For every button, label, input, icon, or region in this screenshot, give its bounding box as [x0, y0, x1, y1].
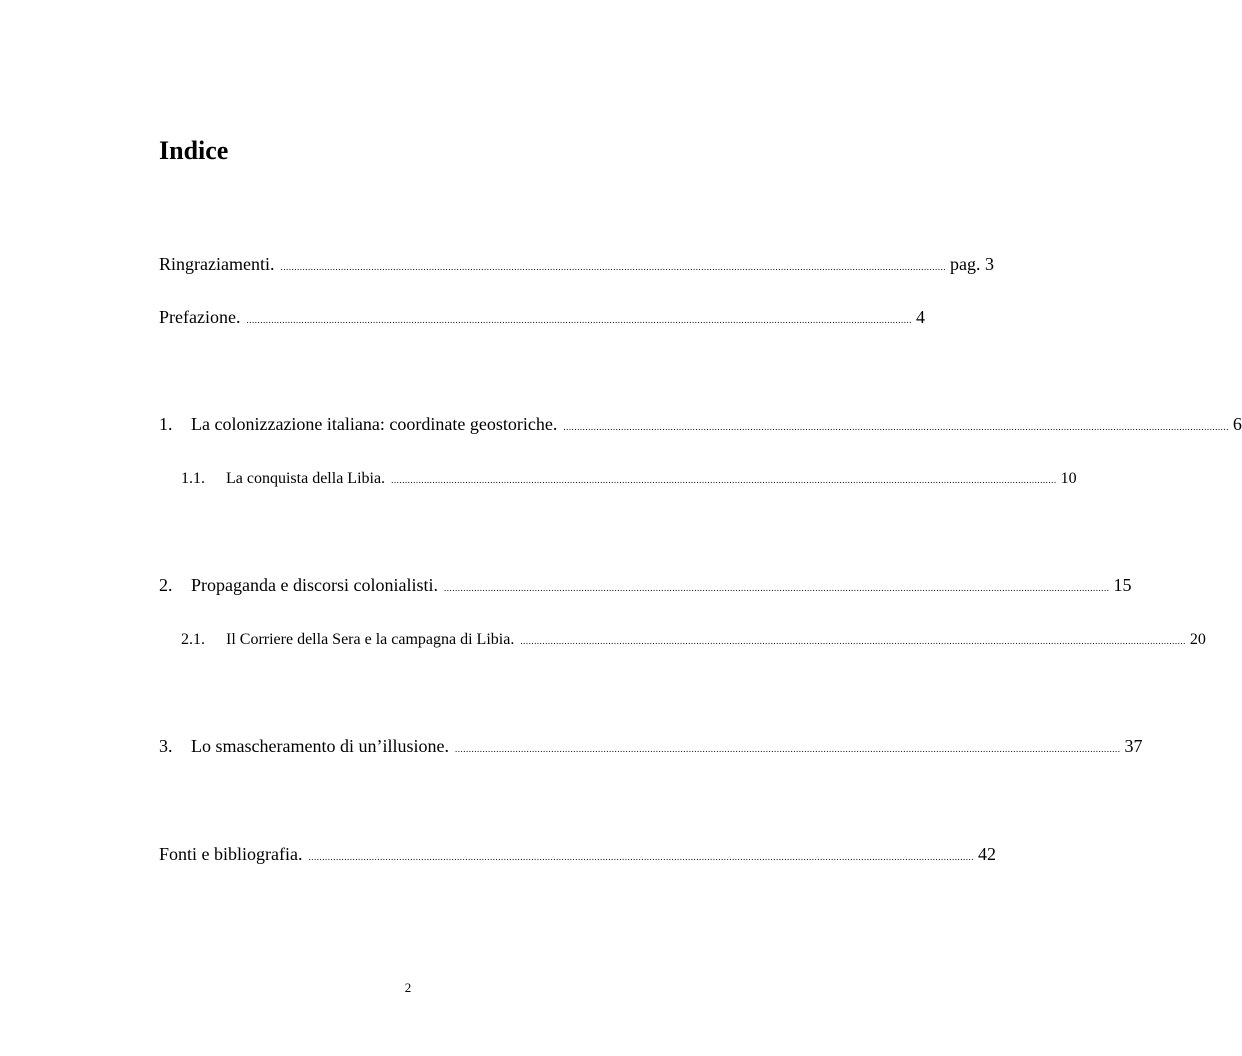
toc-entry-section-2-1[interactable] — [181, 628, 1206, 652]
toc-entry-label: Il Corriere della Sera e la campagna di Libia. — [226, 631, 515, 648]
toc-entry-chapter-2[interactable] — [159, 573, 1132, 597]
toc-entry-page: pag. 3 — [949, 254, 994, 274]
toc-entry-chapter-3[interactable] — [159, 734, 1143, 758]
toc-entry-page: 6 — [1232, 414, 1242, 434]
toc-entry-number: 3. — [159, 736, 173, 756]
toc-entry-ringraziamenti[interactable] — [159, 252, 994, 276]
toc-entry-chapter-1[interactable] — [159, 412, 1242, 436]
toc-entry-number: 2.1. — [181, 631, 205, 648]
toc-entry-prefazione[interactable] — [159, 305, 925, 329]
toc-entry-label: Ringraziamenti. — [159, 254, 275, 274]
page-number: 2 — [404, 980, 412, 995]
toc-entry-label: Lo smascheramento di un’illusione. — [191, 736, 449, 756]
toc-entry-page: 37 — [1124, 736, 1143, 756]
toc-entry-page: 20 — [1189, 631, 1206, 648]
toc-entry-label: Fonti e bibliografia. — [159, 844, 303, 864]
toc-entry-label: Prefazione. — [159, 307, 241, 327]
toc-leader-dots: .................................................................................................................................................................................................................................................. — [308, 852, 974, 862]
toc-leader-dots: .................................................................................................................................................................................................................................................. — [443, 583, 1110, 593]
toc-entry-number: 1. — [159, 414, 173, 434]
toc-entry-section-1-1[interactable] — [181, 467, 1077, 491]
toc-entry-number: 2. — [159, 575, 173, 595]
toc-entry-label: Propaganda e discorsi colonialisti. — [191, 575, 438, 595]
toc-entry-page: 10 — [1060, 470, 1077, 487]
toc-leader-dots: .................................................................................................................................................................................................................................................. — [246, 315, 912, 325]
toc-leader-dots: .................................................................................................................................................................................................................................................. — [280, 262, 946, 272]
toc-entry-page: 4 — [915, 307, 925, 327]
toc-leader-dots: .................................................................................................................................................................................................................................................. — [454, 744, 1121, 754]
toc-entry-page: 42 — [977, 844, 996, 864]
page-title: Indice — [159, 136, 229, 165]
toc-entry-fonti-bibliografia[interactable] — [159, 842, 996, 866]
toc-leader-dots: .................................................................................................................................................................................................................................................. — [391, 475, 1057, 485]
toc-leader-dots: .................................................................................................................................................................................................................................................. — [563, 422, 1229, 432]
toc-leader-dots: .................................................................................................................................................................................................................................................. — [520, 636, 1186, 646]
toc-entry-label: La conquista della Libia. — [226, 470, 386, 487]
toc-entry-label: La colonizzazione italiana: coordinate geostoriche. — [191, 414, 558, 434]
toc-entry-number: 1.1. — [181, 470, 205, 487]
toc-entry-page: 15 — [1113, 575, 1132, 595]
